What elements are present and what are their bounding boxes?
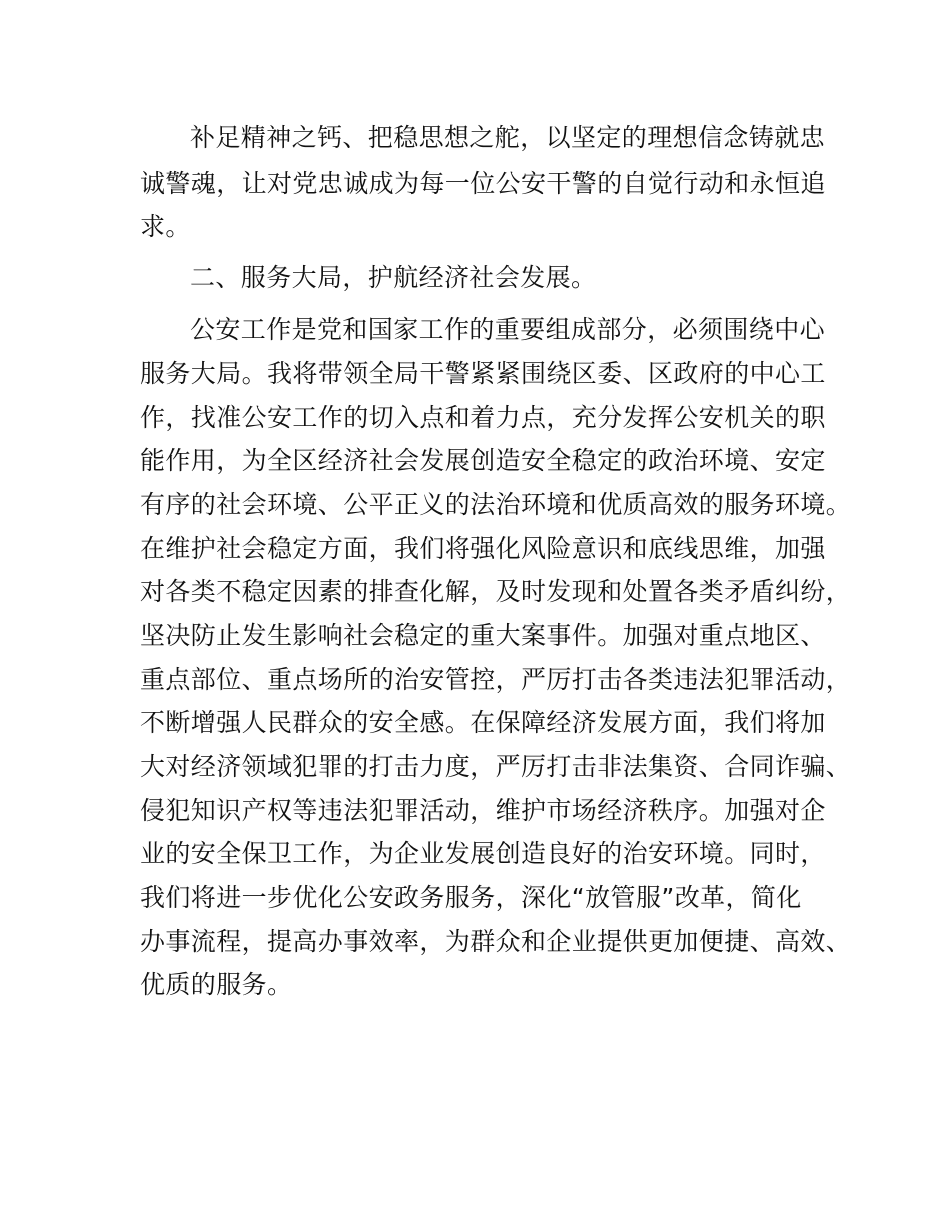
paragraph-line: 不断增强人民群众的安全感。在保障经济发展方面，我们将加 — [140, 708, 826, 737]
paragraph-line: 对各类不稳定因素的排查化解，及时发现和处置各类矛盾纠纷， — [140, 577, 852, 606]
paragraph-line: 服务大局。我将带领全局干警紧紧围绕区委、区政府的中心工 — [140, 359, 826, 388]
paragraph-line: 侵犯知识产权等违法犯罪活动，维护市场经济秩序。加强对企 — [140, 796, 826, 825]
paragraph-line: 我们将进一步优化公安政务服务，深化“放管服”改革，简化 — [140, 883, 802, 912]
paragraph-line: 作，找准公安工作的切入点和着力点，充分发挥公安机关的职 — [140, 403, 826, 432]
paragraph-line: 优质的服务。 — [140, 970, 293, 999]
paragraph-line: 办事流程，提高办事效率，为群众和企业提供更加便捷、高效、 — [140, 927, 852, 956]
paragraph-line: 有序的社会环境、公平正义的法治环境和优质高效的服务环境。 — [140, 490, 852, 519]
section-heading: 二、服务大局，护航经济社会发展。 — [190, 263, 597, 292]
paragraph-line: 求。 — [140, 212, 191, 241]
paragraph-line: 重点部位、重点场所的治安管控，严厉打击各类违法犯罪活动， — [140, 665, 852, 694]
paragraph-line: 坚决防止发生影响社会稳定的重大案事件。加强对重点地区、 — [140, 621, 826, 650]
paragraph-line: 在维护社会稳定方面，我们将强化风险意识和底线思维，加强 — [140, 534, 826, 563]
paragraph-line: 公安工作是党和国家工作的重要组成部分，必须围绕中心 — [190, 315, 826, 344]
paragraph-line: 补足精神之钙、把稳思想之舵，以坚定的理想信念铸就忠 — [190, 123, 826, 152]
paragraph-line: 大对经济领域犯罪的打击力度，严厉打击非法集资、合同诈骗、 — [140, 752, 852, 781]
paragraph-line: 能作用，为全区经济社会发展创造安全稳定的政治环境、安定 — [140, 446, 826, 475]
paragraph-line: 业的安全保卫工作，为企业发展创造良好的治安环境。同时， — [140, 839, 826, 868]
paragraph-line: 诚警魂，让对党忠诚成为每一位公安干警的自觉行动和永恒追 — [140, 169, 826, 198]
